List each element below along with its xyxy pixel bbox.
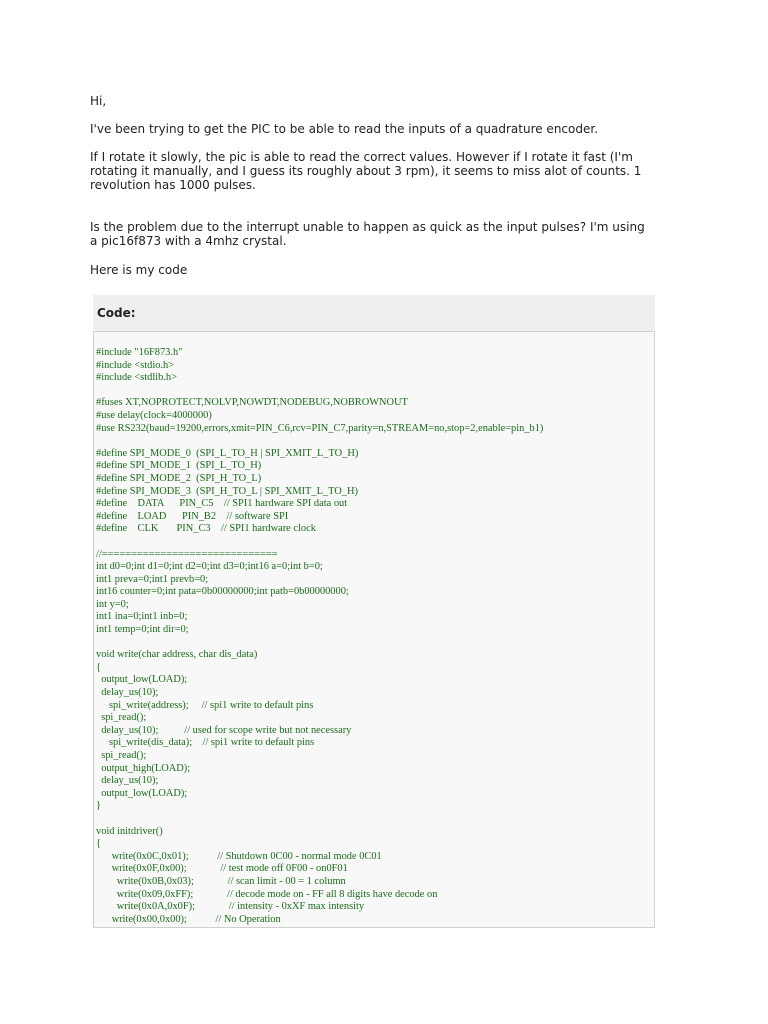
post-paragraph-2: If I rotate it slowly, the pic is able to read the correct values. However if I rotate it fast (I'm rotating it manually, and I guess its roughly about 3 rpm), it seems to miss alot of counts. 1 revolution has 1000 pulses. [90,150,642,192]
greeting-text: Hi, [90,94,107,108]
post-paragraph-1: I've been trying to get the PIC to be able to read the inputs of a quadrature encoder. [90,122,599,136]
code-header: Code: [93,295,655,331]
code-text: #include "16F873.h" #include <stdio.h> #include <stdlib.h> #fuses XT,NOPROTECT,NOLVP,NOWDT,NODEBUG,NOBROWNOUT #use delay(clock=4000000) #use RS232(baud=19200,errors,xmit=PIN_C6,rcv=PIN_C7,parity=n,STREAM=no,stop=2,enable=pin_b1) #define SPI_MODE_0 (SPI_L_TO_H | SPI_XMIT_L_TO_H) #define SPI_MODE_1 (SPI_L_TO_H) #define SPI_MODE_2 (SPI_H_TO_L) #define SPI_MODE_3 (SPI_H_TO_L | SPI_XMIT_L_TO_H) #define DATA PIN_C5 // SPI1 hardware SPI data out #define LOAD PIN_B2 // software SPI #define CLK PIN_C3 // SPI1 hardware clock //============================== int d0=0;int d1=0;int d2=0;int d3=0;int16 a=0;int b=0; int1 preva=0;int1 prevb=0; int16 counter=0;int pata=0b00000000;int patb=0b00000000; int y=0; int1 ina=0;int1 inb=0; int1 temp=0;int dir=0; void write(char address, char dis_data) { output_low(LOAD); delay_us(10); spi_write(address); // spi1 write to default pins spi_read(); delay_us(10); // used for scope write but not necessary spi_write(dis_data); // spi1 write to default pins spi_read(); output_high(LOAD); delay_us(10); output_low(LOAD); } void initdriver() { write(0x0C,0x01); // Shutdown 0C00 - normal mode 0C01 write(0x0F,0x00); // test mode off 0F00 - on0F01 write(0x0B,0x03); // scan limit - 00 = 1 column write(0x09,0xFF); // decode mode on - FF all 8 digits have decode on write(0x0A,0x0F); // intensity - 0xXF max intensity write(0x00,0x00); // No Operation [96,347,544,925]
code-body[interactable] [93,331,655,928]
post-paragraph-4: Here is my code [90,263,188,277]
code-block [93,295,655,928]
post-paragraph-3: Is the problem due to the interrupt unable to happen as quick as the input pulses? I'm using a pic16f873 with a 4mhz crystal. [90,220,645,248]
